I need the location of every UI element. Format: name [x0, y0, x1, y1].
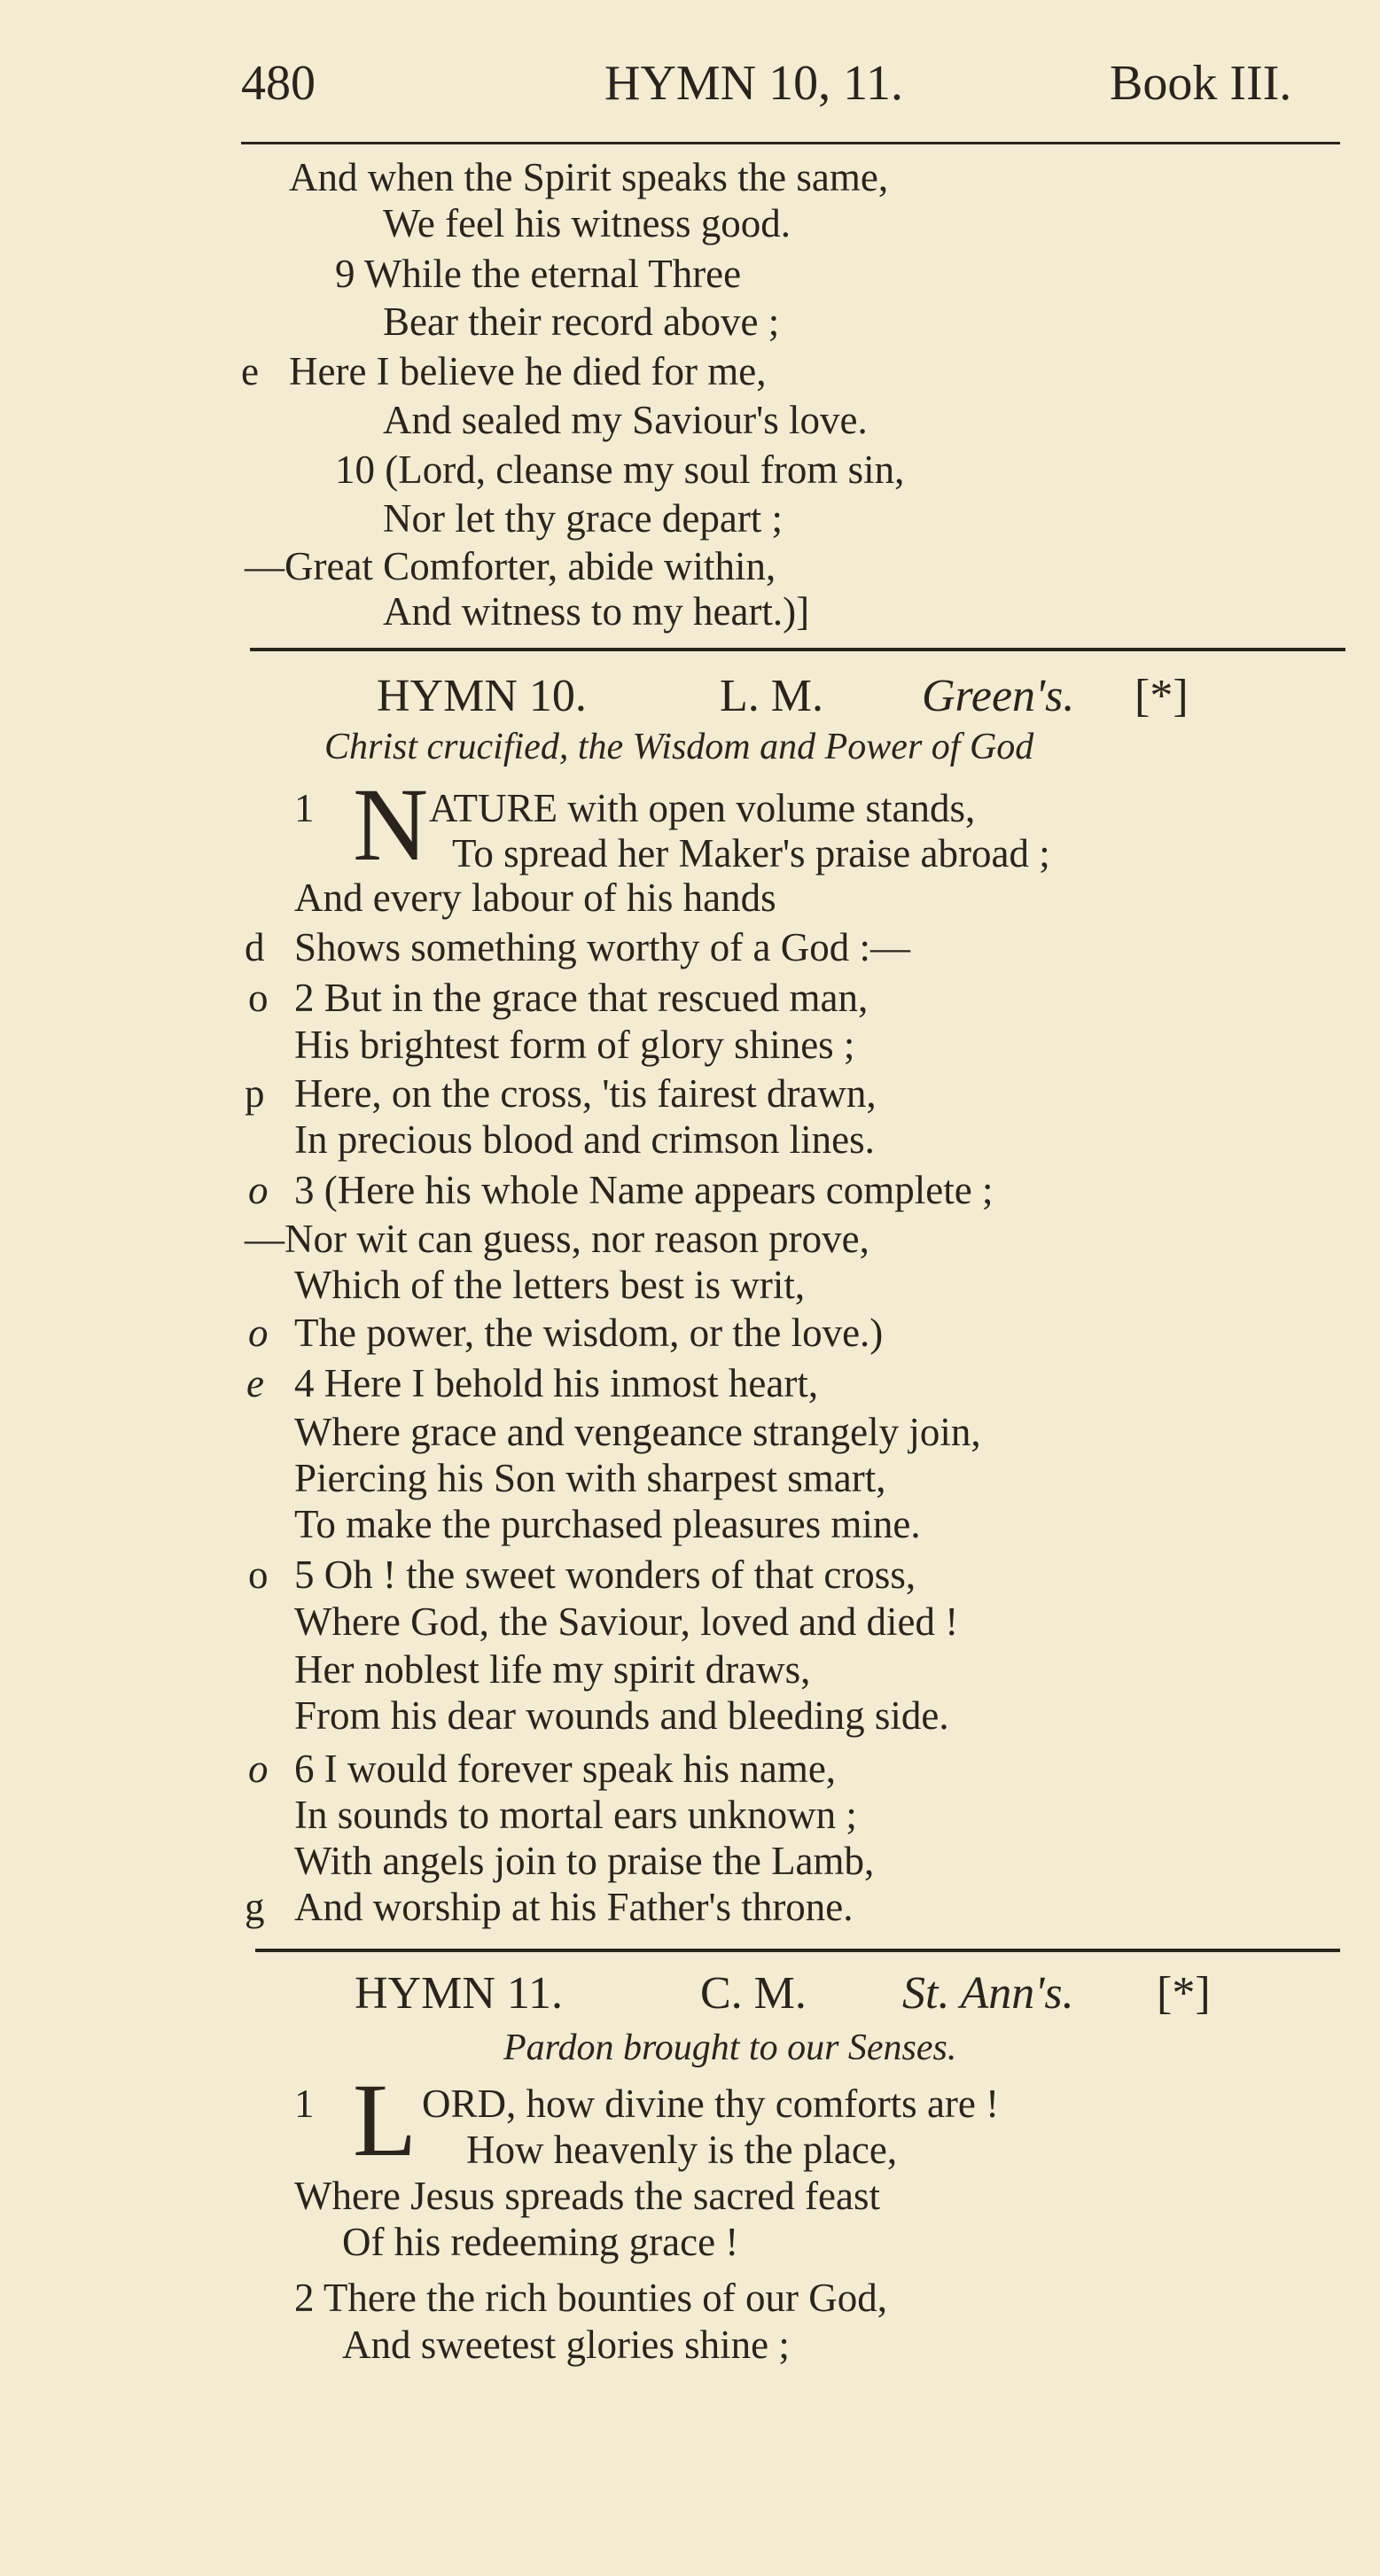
verse-line: 5 Oh ! the sweet wonders of that cross, [294, 1553, 916, 1597]
verse-line: The power, the wisdom, or the love.) [294, 1311, 884, 1355]
verse-line: 9 While the eternal Three [335, 252, 742, 296]
drop-cap: N [353, 767, 429, 883]
verse-line: And sweetest glories shine ; [342, 2323, 790, 2367]
drop-cap: L [353, 2062, 417, 2178]
hymn-tune: Green's. [922, 671, 1075, 721]
verse-line: Shows something worthy of a God :— [294, 925, 910, 969]
dynamic-mark: o [248, 1747, 269, 1791]
verse-line: And witness to my heart.)] [383, 589, 810, 634]
verse-line: Piercing his Son with sharpest smart, [294, 1456, 886, 1500]
verse-line: Here, on the cross, 'tis fairest drawn, [294, 1071, 877, 1116]
section-rule [255, 1949, 1340, 1952]
verse-line: Nor let thy grace depart ; [383, 496, 784, 541]
verse-line: 2 There the rich bounties of our God, [294, 2276, 888, 2320]
section-rule [250, 648, 1345, 651]
dynamic-mark: p [245, 1071, 265, 1116]
dynamic-mark: o [248, 1553, 269, 1597]
verse-line: Of his redeeming grace ! [342, 2220, 739, 2264]
dynamic-mark: e [246, 1361, 264, 1405]
dynamic-mark: o [248, 976, 269, 1020]
verse-line: And every labour of his hands [294, 876, 776, 920]
running-title: HYMN 10, 11. [604, 56, 904, 111]
verse-line: Where grace and vengeance strangely join, [294, 1410, 981, 1454]
verse-line: Her noblest life my spirit draws, [294, 1647, 811, 1692]
hymn-flag: [*] [1134, 671, 1189, 721]
verse-line: 4 Here I behold his inmost heart, [294, 1361, 819, 1405]
dynamic-mark: d [245, 925, 265, 969]
verse-line: To spread her Maker's praise abroad ; [452, 831, 1050, 876]
dynamic-mark: g [245, 1885, 265, 1929]
page-number: 480 [241, 56, 316, 111]
hymn-tune: St. Ann's. [902, 1968, 1074, 2019]
verse-line: 2 But in the grace that rescued man, [294, 976, 869, 1020]
verse-line: In precious blood and crimson lines. [294, 1117, 875, 1162]
verse-line: With angels join to praise the Lamb, [294, 1839, 875, 1883]
verse-line: 10 (Lord, cleanse my soul from sin, [335, 447, 905, 492]
verse-line: In sounds to mortal ears unknown ; [294, 1793, 857, 1837]
verse-line: And when the Spirit speaks the same, [289, 155, 889, 199]
book-label: Book III. [1110, 56, 1292, 111]
verse-line: We feel his witness good. [383, 201, 791, 245]
stanza-number: 1 [294, 2082, 315, 2126]
verse-line: His brightest form of glory shines ; [294, 1023, 855, 1067]
stanza-number: 1 [294, 786, 315, 830]
hymn-title: HYMN 11. [355, 1968, 563, 2019]
verse-line: ORD, how divine thy comforts are ! [422, 2082, 1000, 2126]
hymn-meter: L. M. [720, 671, 823, 721]
verse-line: Which of the letters best is writ, [294, 1263, 806, 1307]
header-rule [241, 142, 1340, 144]
verse-line: Bear their record above ; [383, 300, 780, 344]
verse-line: And sealed my Saviour's love. [383, 398, 868, 442]
verse-line: Where God, the Saviour, loved and died ! [294, 1599, 959, 1644]
verse-line: Where Jesus spreads the sacred feast [294, 2174, 880, 2218]
verse-line: —Nor wit can guess, nor reason prove, [245, 1217, 869, 1261]
hymn-subtitle: Christ crucified, the Wisdom and Power of God [324, 727, 1034, 767]
dynamic-mark: o [248, 1168, 269, 1212]
hymn-subtitle: Pardon brought to our Senses. [503, 2027, 957, 2068]
verse-line: Here I believe he died for me, [289, 349, 767, 393]
verse-line: ATURE with open volume stands, [429, 786, 976, 830]
hymn-meter: C. M. [700, 1968, 807, 2019]
verse-line: And worship at his Father's throne. [294, 1885, 854, 1929]
verse-line: To make the purchased pleasures mine. [294, 1502, 921, 1546]
verse-line: —Great Comforter, abide within, [245, 544, 776, 588]
dynamic-mark: e [241, 349, 259, 393]
hymn-flag: [*] [1157, 1968, 1211, 2019]
verse-line: From his dear wounds and bleeding side. [294, 1693, 949, 1738]
verse-line: 6 I would forever speak his name, [294, 1747, 837, 1791]
dynamic-mark: o [248, 1311, 269, 1355]
verse-line: How heavenly is the place, [466, 2128, 898, 2172]
hymn-title: HYMN 10. [377, 671, 587, 721]
verse-line: 3 (Here his whole Name appears complete ; [294, 1168, 994, 1212]
